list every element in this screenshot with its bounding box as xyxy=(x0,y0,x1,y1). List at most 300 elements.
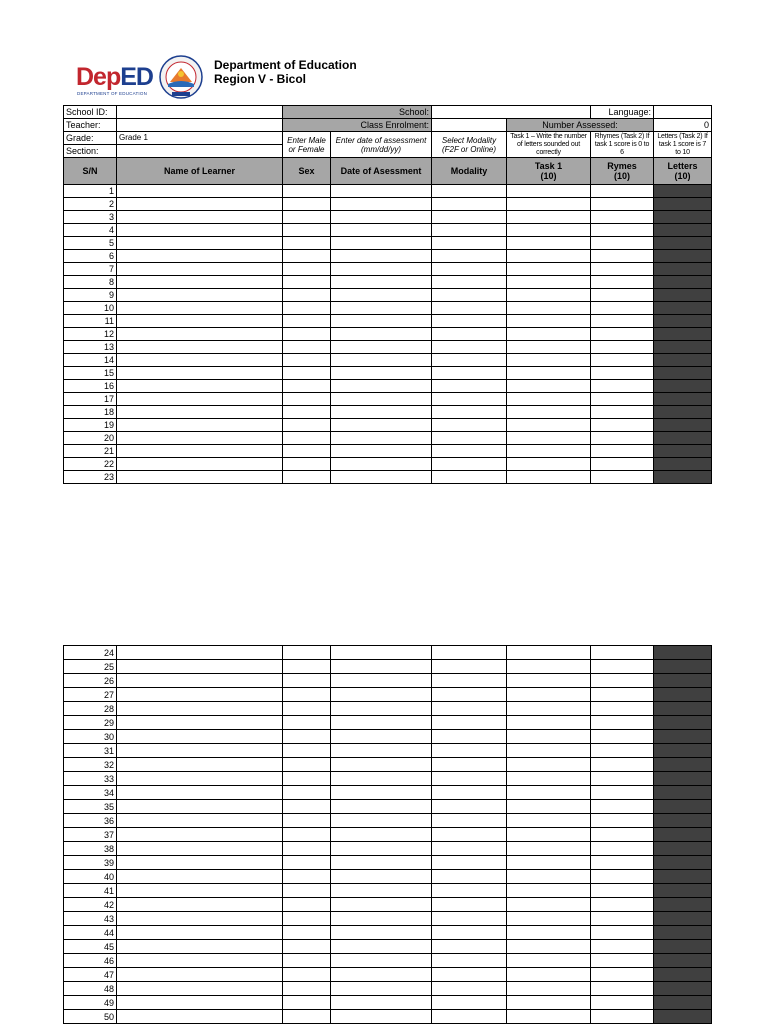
task1-cell[interactable] xyxy=(507,406,591,419)
rymes-cell[interactable] xyxy=(591,1010,654,1024)
task1-cell[interactable] xyxy=(507,198,591,211)
rymes-cell[interactable] xyxy=(591,328,654,341)
modality-cell[interactable] xyxy=(432,328,507,341)
letters-cell[interactable] xyxy=(654,646,712,660)
date-cell[interactable] xyxy=(331,730,432,744)
letters-cell[interactable] xyxy=(654,224,712,237)
modality-cell[interactable] xyxy=(432,674,507,688)
sex-cell[interactable] xyxy=(283,716,331,730)
date-cell[interactable] xyxy=(331,702,432,716)
sex-cell[interactable] xyxy=(283,393,331,406)
modality-cell[interactable] xyxy=(432,800,507,814)
task1-cell[interactable] xyxy=(507,954,591,968)
learner-name-cell[interactable] xyxy=(117,660,283,674)
letters-cell[interactable] xyxy=(654,341,712,354)
learner-name-cell[interactable] xyxy=(117,432,283,445)
section-field[interactable] xyxy=(117,145,283,158)
date-cell[interactable] xyxy=(331,458,432,471)
learner-name-cell[interactable] xyxy=(117,842,283,856)
letters-cell[interactable] xyxy=(654,912,712,926)
letters-cell[interactable] xyxy=(654,786,712,800)
modality-cell[interactable] xyxy=(432,842,507,856)
task1-cell[interactable] xyxy=(507,354,591,367)
letters-cell[interactable] xyxy=(654,393,712,406)
modality-cell[interactable] xyxy=(432,940,507,954)
task1-cell[interactable] xyxy=(507,276,591,289)
letters-cell[interactable] xyxy=(654,237,712,250)
sex-cell[interactable] xyxy=(283,856,331,870)
learner-name-cell[interactable] xyxy=(117,198,283,211)
letters-cell[interactable] xyxy=(654,198,712,211)
sex-cell[interactable] xyxy=(283,744,331,758)
learner-name-cell[interactable] xyxy=(117,870,283,884)
date-cell[interactable] xyxy=(331,870,432,884)
rymes-cell[interactable] xyxy=(591,800,654,814)
learner-name-cell[interactable] xyxy=(117,185,283,198)
learner-name-cell[interactable] xyxy=(117,393,283,406)
sex-cell[interactable] xyxy=(283,898,331,912)
sex-cell[interactable] xyxy=(283,263,331,276)
modality-cell[interactable] xyxy=(432,250,507,263)
letters-cell[interactable] xyxy=(654,432,712,445)
modality-cell[interactable] xyxy=(432,341,507,354)
task1-cell[interactable] xyxy=(507,968,591,982)
letters-cell[interactable] xyxy=(654,367,712,380)
rymes-cell[interactable] xyxy=(591,814,654,828)
learner-name-cell[interactable] xyxy=(117,406,283,419)
sex-cell[interactable] xyxy=(283,1010,331,1024)
task1-cell[interactable] xyxy=(507,702,591,716)
learner-name-cell[interactable] xyxy=(117,912,283,926)
learner-name-cell[interactable] xyxy=(117,445,283,458)
sex-cell[interactable] xyxy=(283,786,331,800)
sex-cell[interactable] xyxy=(283,367,331,380)
task1-cell[interactable] xyxy=(507,341,591,354)
date-cell[interactable] xyxy=(331,380,432,393)
rymes-cell[interactable] xyxy=(591,393,654,406)
date-cell[interactable] xyxy=(331,432,432,445)
sex-cell[interactable] xyxy=(283,419,331,432)
rymes-cell[interactable] xyxy=(591,211,654,224)
modality-cell[interactable] xyxy=(432,458,507,471)
letters-cell[interactable] xyxy=(654,302,712,315)
modality-cell[interactable] xyxy=(432,315,507,328)
learner-name-cell[interactable] xyxy=(117,380,283,393)
learner-name-cell[interactable] xyxy=(117,758,283,772)
modality-cell[interactable] xyxy=(432,954,507,968)
letters-cell[interactable] xyxy=(654,982,712,996)
sex-cell[interactable] xyxy=(283,814,331,828)
modality-cell[interactable] xyxy=(432,772,507,786)
modality-cell[interactable] xyxy=(432,870,507,884)
rymes-cell[interactable] xyxy=(591,432,654,445)
letters-cell[interactable] xyxy=(654,660,712,674)
rymes-cell[interactable] xyxy=(591,302,654,315)
letters-cell[interactable] xyxy=(654,758,712,772)
date-cell[interactable] xyxy=(331,419,432,432)
modality-cell[interactable] xyxy=(432,224,507,237)
modality-cell[interactable] xyxy=(432,982,507,996)
rymes-cell[interactable] xyxy=(591,674,654,688)
sex-cell[interactable] xyxy=(283,328,331,341)
rymes-cell[interactable] xyxy=(591,996,654,1010)
modality-cell[interactable] xyxy=(432,198,507,211)
language-field[interactable] xyxy=(654,106,712,119)
sex-cell[interactable] xyxy=(283,198,331,211)
date-cell[interactable] xyxy=(331,758,432,772)
date-cell[interactable] xyxy=(331,198,432,211)
date-cell[interactable] xyxy=(331,996,432,1010)
sex-cell[interactable] xyxy=(283,884,331,898)
date-cell[interactable] xyxy=(331,884,432,898)
sex-cell[interactable] xyxy=(283,380,331,393)
letters-cell[interactable] xyxy=(654,800,712,814)
letters-cell[interactable] xyxy=(654,870,712,884)
learner-name-cell[interactable] xyxy=(117,224,283,237)
letters-cell[interactable] xyxy=(654,688,712,702)
letters-cell[interactable] xyxy=(654,828,712,842)
rymes-cell[interactable] xyxy=(591,458,654,471)
task1-cell[interactable] xyxy=(507,211,591,224)
class-enrolment-field[interactable] xyxy=(432,119,507,132)
date-cell[interactable] xyxy=(331,954,432,968)
sex-cell[interactable] xyxy=(283,940,331,954)
learner-name-cell[interactable] xyxy=(117,458,283,471)
modality-cell[interactable] xyxy=(432,828,507,842)
rymes-cell[interactable] xyxy=(591,276,654,289)
task1-cell[interactable] xyxy=(507,393,591,406)
rymes-cell[interactable] xyxy=(591,367,654,380)
sex-cell[interactable] xyxy=(283,772,331,786)
letters-cell[interactable] xyxy=(654,968,712,982)
school-id-field[interactable] xyxy=(117,106,283,119)
rymes-cell[interactable] xyxy=(591,842,654,856)
sex-cell[interactable] xyxy=(283,211,331,224)
sex-cell[interactable] xyxy=(283,660,331,674)
letters-cell[interactable] xyxy=(654,940,712,954)
modality-cell[interactable] xyxy=(432,996,507,1010)
rymes-cell[interactable] xyxy=(591,940,654,954)
rymes-cell[interactable] xyxy=(591,419,654,432)
date-cell[interactable] xyxy=(331,367,432,380)
task1-cell[interactable] xyxy=(507,185,591,198)
modality-cell[interactable] xyxy=(432,445,507,458)
learner-name-cell[interactable] xyxy=(117,341,283,354)
rymes-cell[interactable] xyxy=(591,954,654,968)
date-cell[interactable] xyxy=(331,471,432,484)
letters-cell[interactable] xyxy=(654,185,712,198)
sex-cell[interactable] xyxy=(283,185,331,198)
letters-cell[interactable] xyxy=(654,674,712,688)
letters-cell[interactable] xyxy=(654,419,712,432)
learner-name-cell[interactable] xyxy=(117,289,283,302)
learner-name-cell[interactable] xyxy=(117,328,283,341)
learner-name-cell[interactable] xyxy=(117,250,283,263)
task1-cell[interactable] xyxy=(507,716,591,730)
date-cell[interactable] xyxy=(331,406,432,419)
modality-cell[interactable] xyxy=(432,744,507,758)
rymes-cell[interactable] xyxy=(591,263,654,276)
task1-cell[interactable] xyxy=(507,884,591,898)
learner-name-cell[interactable] xyxy=(117,315,283,328)
modality-cell[interactable] xyxy=(432,380,507,393)
rymes-cell[interactable] xyxy=(591,744,654,758)
letters-cell[interactable] xyxy=(654,471,712,484)
task1-cell[interactable] xyxy=(507,646,591,660)
letters-cell[interactable] xyxy=(654,263,712,276)
learner-name-cell[interactable] xyxy=(117,367,283,380)
learner-name-cell[interactable] xyxy=(117,211,283,224)
rymes-cell[interactable] xyxy=(591,341,654,354)
rymes-cell[interactable] xyxy=(591,702,654,716)
date-cell[interactable] xyxy=(331,315,432,328)
date-cell[interactable] xyxy=(331,968,432,982)
letters-cell[interactable] xyxy=(654,744,712,758)
letters-cell[interactable] xyxy=(654,772,712,786)
modality-cell[interactable] xyxy=(432,393,507,406)
sex-cell[interactable] xyxy=(283,341,331,354)
sex-cell[interactable] xyxy=(283,842,331,856)
task1-cell[interactable] xyxy=(507,224,591,237)
sex-cell[interactable] xyxy=(283,432,331,445)
learner-name-cell[interactable] xyxy=(117,674,283,688)
sex-cell[interactable] xyxy=(283,954,331,968)
sex-cell[interactable] xyxy=(283,250,331,263)
sex-cell[interactable] xyxy=(283,800,331,814)
task1-cell[interactable] xyxy=(507,289,591,302)
date-cell[interactable] xyxy=(331,660,432,674)
school-field[interactable] xyxy=(432,106,591,119)
task1-cell[interactable] xyxy=(507,730,591,744)
teacher-field[interactable] xyxy=(117,119,283,132)
task1-cell[interactable] xyxy=(507,912,591,926)
task1-cell[interactable] xyxy=(507,263,591,276)
task1-cell[interactable] xyxy=(507,445,591,458)
learner-name-cell[interactable] xyxy=(117,302,283,315)
letters-cell[interactable] xyxy=(654,445,712,458)
date-cell[interactable] xyxy=(331,674,432,688)
rymes-cell[interactable] xyxy=(591,828,654,842)
date-cell[interactable] xyxy=(331,237,432,250)
learner-name-cell[interactable] xyxy=(117,828,283,842)
task1-cell[interactable] xyxy=(507,940,591,954)
sex-cell[interactable] xyxy=(283,224,331,237)
sex-cell[interactable] xyxy=(283,688,331,702)
learner-name-cell[interactable] xyxy=(117,968,283,982)
sex-cell[interactable] xyxy=(283,471,331,484)
rymes-cell[interactable] xyxy=(591,912,654,926)
learner-name-cell[interactable] xyxy=(117,419,283,432)
date-cell[interactable] xyxy=(331,302,432,315)
task1-cell[interactable] xyxy=(507,786,591,800)
task1-cell[interactable] xyxy=(507,367,591,380)
task1-cell[interactable] xyxy=(507,315,591,328)
rymes-cell[interactable] xyxy=(591,856,654,870)
task1-cell[interactable] xyxy=(507,1010,591,1024)
modality-cell[interactable] xyxy=(432,786,507,800)
date-cell[interactable] xyxy=(331,898,432,912)
task1-cell[interactable] xyxy=(507,458,591,471)
letters-cell[interactable] xyxy=(654,716,712,730)
date-cell[interactable] xyxy=(331,354,432,367)
date-cell[interactable] xyxy=(331,224,432,237)
letters-cell[interactable] xyxy=(654,276,712,289)
learner-name-cell[interactable] xyxy=(117,702,283,716)
task1-cell[interactable] xyxy=(507,328,591,341)
task1-cell[interactable] xyxy=(507,814,591,828)
letters-cell[interactable] xyxy=(654,856,712,870)
modality-cell[interactable] xyxy=(432,237,507,250)
modality-cell[interactable] xyxy=(432,354,507,367)
learner-name-cell[interactable] xyxy=(117,744,283,758)
sex-cell[interactable] xyxy=(283,315,331,328)
sex-cell[interactable] xyxy=(283,926,331,940)
date-cell[interactable] xyxy=(331,842,432,856)
rymes-cell[interactable] xyxy=(591,772,654,786)
rymes-cell[interactable] xyxy=(591,660,654,674)
letters-cell[interactable] xyxy=(654,730,712,744)
task1-cell[interactable] xyxy=(507,996,591,1010)
modality-cell[interactable] xyxy=(432,646,507,660)
date-cell[interactable] xyxy=(331,276,432,289)
rymes-cell[interactable] xyxy=(591,926,654,940)
learner-name-cell[interactable] xyxy=(117,772,283,786)
task1-cell[interactable] xyxy=(507,660,591,674)
modality-cell[interactable] xyxy=(432,289,507,302)
learner-name-cell[interactable] xyxy=(117,926,283,940)
modality-cell[interactable] xyxy=(432,968,507,982)
learner-name-cell[interactable] xyxy=(117,263,283,276)
task1-cell[interactable] xyxy=(507,250,591,263)
task1-cell[interactable] xyxy=(507,800,591,814)
letters-cell[interactable] xyxy=(654,954,712,968)
rymes-cell[interactable] xyxy=(591,250,654,263)
modality-cell[interactable] xyxy=(432,432,507,445)
date-cell[interactable] xyxy=(331,940,432,954)
sex-cell[interactable] xyxy=(283,237,331,250)
task1-cell[interactable] xyxy=(507,744,591,758)
date-cell[interactable] xyxy=(331,772,432,786)
sex-cell[interactable] xyxy=(283,445,331,458)
letters-cell[interactable] xyxy=(654,926,712,940)
rymes-cell[interactable] xyxy=(591,688,654,702)
task1-cell[interactable] xyxy=(507,772,591,786)
date-cell[interactable] xyxy=(331,250,432,263)
learner-name-cell[interactable] xyxy=(117,688,283,702)
rymes-cell[interactable] xyxy=(591,289,654,302)
modality-cell[interactable] xyxy=(432,406,507,419)
rymes-cell[interactable] xyxy=(591,786,654,800)
rymes-cell[interactable] xyxy=(591,185,654,198)
task1-cell[interactable] xyxy=(507,926,591,940)
grade-field[interactable]: Grade 1 xyxy=(117,132,283,145)
letters-cell[interactable] xyxy=(654,328,712,341)
rymes-cell[interactable] xyxy=(591,982,654,996)
modality-cell[interactable] xyxy=(432,688,507,702)
task1-cell[interactable] xyxy=(507,674,591,688)
rymes-cell[interactable] xyxy=(591,406,654,419)
letters-cell[interactable] xyxy=(654,898,712,912)
learner-name-cell[interactable] xyxy=(117,856,283,870)
date-cell[interactable] xyxy=(331,800,432,814)
number-assessed-field[interactable]: 0 xyxy=(654,119,712,132)
modality-cell[interactable] xyxy=(432,730,507,744)
date-cell[interactable] xyxy=(331,926,432,940)
sex-cell[interactable] xyxy=(283,730,331,744)
modality-cell[interactable] xyxy=(432,263,507,276)
date-cell[interactable] xyxy=(331,688,432,702)
letters-cell[interactable] xyxy=(654,380,712,393)
sex-cell[interactable] xyxy=(283,996,331,1010)
sex-cell[interactable] xyxy=(283,968,331,982)
rymes-cell[interactable] xyxy=(591,730,654,744)
date-cell[interactable] xyxy=(331,856,432,870)
letters-cell[interactable] xyxy=(654,1010,712,1024)
letters-cell[interactable] xyxy=(654,354,712,367)
sex-cell[interactable] xyxy=(283,828,331,842)
task1-cell[interactable] xyxy=(507,419,591,432)
sex-cell[interactable] xyxy=(283,458,331,471)
learner-name-cell[interactable] xyxy=(117,954,283,968)
learner-name-cell[interactable] xyxy=(117,982,283,996)
sex-cell[interactable] xyxy=(283,302,331,315)
rymes-cell[interactable] xyxy=(591,224,654,237)
date-cell[interactable] xyxy=(331,341,432,354)
rymes-cell[interactable] xyxy=(591,354,654,367)
learner-name-cell[interactable] xyxy=(117,940,283,954)
rymes-cell[interactable] xyxy=(591,445,654,458)
modality-cell[interactable] xyxy=(432,716,507,730)
modality-cell[interactable] xyxy=(432,898,507,912)
modality-cell[interactable] xyxy=(432,276,507,289)
modality-cell[interactable] xyxy=(432,211,507,224)
learner-name-cell[interactable] xyxy=(117,800,283,814)
letters-cell[interactable] xyxy=(654,458,712,471)
modality-cell[interactable] xyxy=(432,912,507,926)
modality-cell[interactable] xyxy=(432,758,507,772)
letters-cell[interactable] xyxy=(654,814,712,828)
modality-cell[interactable] xyxy=(432,884,507,898)
letters-cell[interactable] xyxy=(654,315,712,328)
modality-cell[interactable] xyxy=(432,702,507,716)
date-cell[interactable] xyxy=(331,185,432,198)
modality-cell[interactable] xyxy=(432,856,507,870)
learner-name-cell[interactable] xyxy=(117,884,283,898)
rymes-cell[interactable] xyxy=(591,237,654,250)
task1-cell[interactable] xyxy=(507,898,591,912)
task1-cell[interactable] xyxy=(507,870,591,884)
task1-cell[interactable] xyxy=(507,688,591,702)
task1-cell[interactable] xyxy=(507,302,591,315)
learner-name-cell[interactable] xyxy=(117,996,283,1010)
learner-name-cell[interactable] xyxy=(117,730,283,744)
rymes-cell[interactable] xyxy=(591,380,654,393)
sex-cell[interactable] xyxy=(283,646,331,660)
task1-cell[interactable] xyxy=(507,982,591,996)
modality-cell[interactable] xyxy=(432,471,507,484)
learner-name-cell[interactable] xyxy=(117,716,283,730)
letters-cell[interactable] xyxy=(654,250,712,263)
date-cell[interactable] xyxy=(331,828,432,842)
sex-cell[interactable] xyxy=(283,758,331,772)
learner-name-cell[interactable] xyxy=(117,276,283,289)
task1-cell[interactable] xyxy=(507,380,591,393)
sex-cell[interactable] xyxy=(283,982,331,996)
learner-name-cell[interactable] xyxy=(117,814,283,828)
letters-cell[interactable] xyxy=(654,996,712,1010)
sex-cell[interactable] xyxy=(283,406,331,419)
letters-cell[interactable] xyxy=(654,842,712,856)
